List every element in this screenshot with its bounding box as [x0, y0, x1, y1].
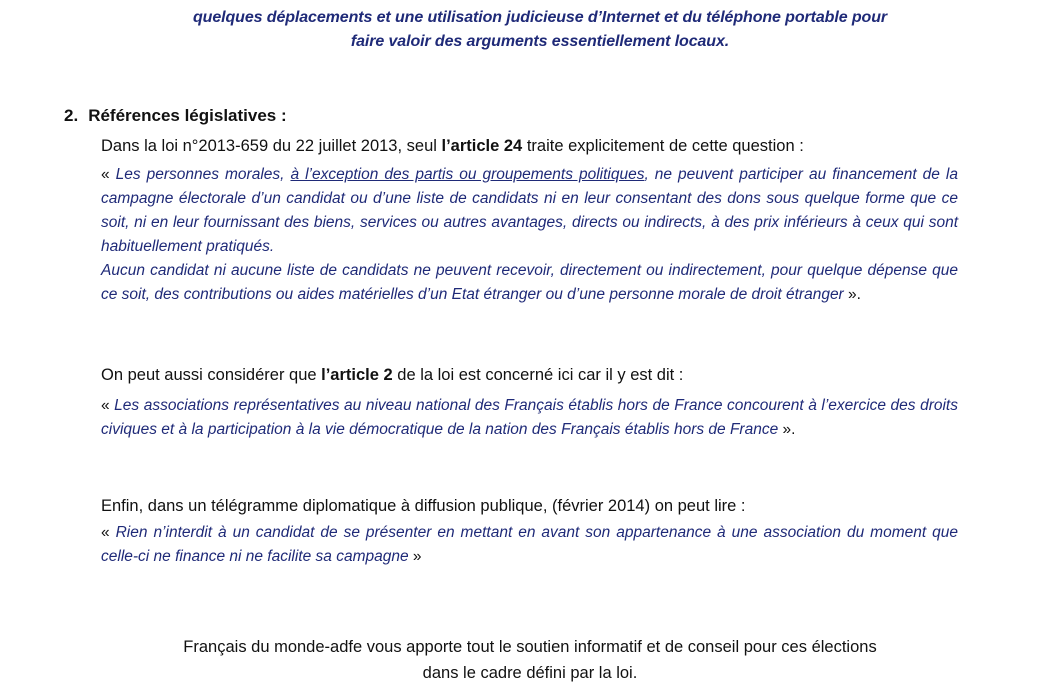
law-quote-para2: Aucun candidat ni aucune liste de candidats ne peuvent recevoir, directement ou indirectement, pour quelque dépense que ce soit, des contributions ou aides matérielles d’un Etat étranger ou d’une personne morale de droit étranger	[101, 262, 958, 303]
intro-line-1: quelques déplacements et une utilisation judicieuse d’Internet et du téléphone portable pour	[192, 9, 887, 26]
footer-paragraph	[60, 634, 1000, 686]
article2-quote-text: Les associations représentatives au niveau national des Français établis hors de France concourent à l’exercice des droits civiques et à la participation à la vie démocratique de la nation des Français établis hors de France	[101, 397, 958, 438]
intro-paragraph	[100, 6, 980, 54]
close-quote-mark: »	[408, 548, 422, 565]
section-number: 2.	[64, 106, 79, 125]
article2-ref: l’article 2	[321, 366, 393, 384]
law-article-ref: l’article 24	[441, 137, 523, 155]
open-quote-mark: «	[101, 166, 110, 183]
section-heading	[64, 106, 287, 126]
article2-intro-text: On peut aussi considérer que	[101, 366, 322, 384]
open-quote-mark: «	[101, 524, 110, 541]
open-quote-mark: «	[101, 397, 110, 414]
law-intro-end: traite explicitement de cette question :	[522, 137, 804, 155]
close-quote-mark: ».	[843, 286, 861, 303]
telegram-intro: Enfin, dans un télégramme diplomatique à diffusion publique, (février 2014) on peut lire :	[101, 497, 746, 515]
article2-intro	[101, 366, 683, 385]
law-quote-start: Les personnes morales,	[109, 166, 291, 183]
footer-line-1: Français du monde-adfe vous apporte tout le soutien informatif et de conseil pour ces élections	[183, 638, 877, 656]
telegram-quote-text: Rien n’interdit à un candidat de se présenter en mettant en avant son appartenance à une association du moment que celle-ci ne finance ni ne facilite sa campagne	[101, 524, 958, 565]
law-intro	[101, 137, 804, 156]
article2-intro-end: de la loi est concerné ici car il y est dit :	[392, 366, 684, 384]
law-quote-rest: , ne peuvent participer au financement de la campagne électorale d’un candidat ou d’une liste de candidats ni en leur consentant des dons sous quelque forme que ce soit, ni en leur fournissant des biens, services ou autres avantages, directs ou indirects, à des prix inférieurs à ceux qui sont habituellement pratiqués.	[101, 166, 958, 255]
law-quote-underlined: à l’exception des partis ou groupements politiques	[290, 166, 645, 183]
law-quote	[101, 163, 958, 307]
intro-line-2: faire valoir des arguments essentiellement locaux.	[350, 33, 730, 50]
telegram-quote	[101, 521, 958, 569]
section-title: Références législatives :	[88, 106, 287, 125]
law-intro-text: Dans la loi n°2013-659 du 22 juillet 2013, seul	[101, 137, 442, 155]
article2-quote	[101, 394, 958, 442]
close-quote-mark: ».	[778, 421, 796, 438]
footer-line-2: dans le cadre défini par la loi.	[422, 664, 638, 682]
